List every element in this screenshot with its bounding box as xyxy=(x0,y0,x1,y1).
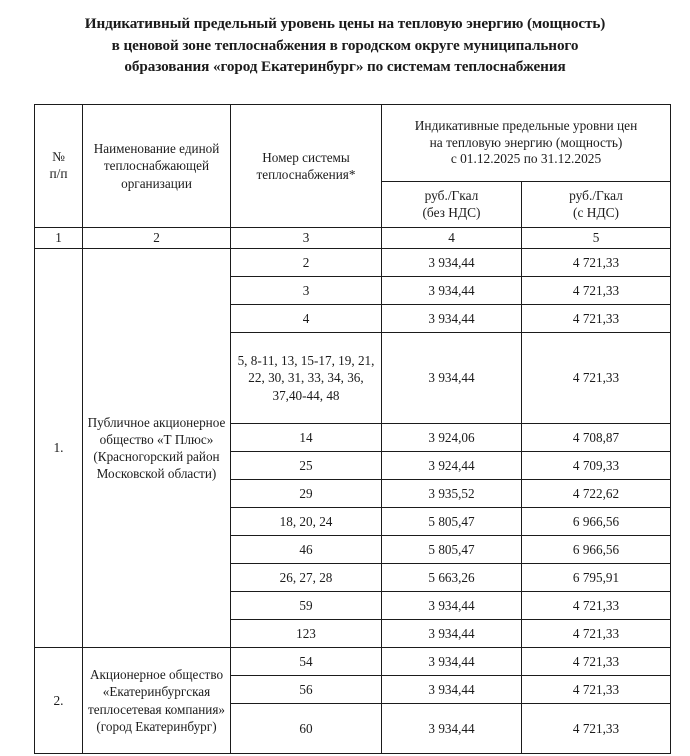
system-number-cell: 18, 20, 24 xyxy=(231,508,382,536)
table-body xyxy=(35,249,671,754)
system-number-cell: 56 xyxy=(231,676,382,704)
price-with-vat-cell: 4 722,62 xyxy=(522,480,671,508)
header-prices-line-1: Индикативные предельные уровни цен xyxy=(414,118,638,134)
system-number-cell: 29 xyxy=(231,480,382,508)
page-title xyxy=(25,0,665,78)
price-with-vat-cell: 4 721,33 xyxy=(522,277,671,305)
page-title-line-2: в ценовой зоне теплоснабжения в городском округе муниципального xyxy=(111,36,579,54)
system-number-cell: 123 xyxy=(231,620,382,648)
price-with-vat-cell: 4 708,87 xyxy=(522,424,671,452)
header-cell-index xyxy=(35,105,83,228)
header-index-line-1: № xyxy=(52,149,65,165)
price-with-vat-cell: 4 721,33 xyxy=(522,704,671,754)
price-table-container xyxy=(34,104,670,754)
price-with-vat-cell: 4 721,33 xyxy=(522,592,671,620)
system-number-cell: 25 xyxy=(231,452,382,480)
system-number-cell: 59 xyxy=(231,592,382,620)
price-no-vat-cell: 5 663,26 xyxy=(382,564,522,592)
organization-index: 1. xyxy=(35,249,83,648)
price-no-vat-cell: 3 934,44 xyxy=(382,249,522,277)
price-with-vat-cell: 6 966,56 xyxy=(522,508,671,536)
indicative-price-table xyxy=(34,104,671,754)
header-prices-line-3: с 01.12.2025 по 31.12.2025 xyxy=(450,151,602,167)
price-no-vat-cell: 3 935,52 xyxy=(382,480,522,508)
table-row xyxy=(35,249,671,277)
header-with-vat-line-2: (с НДС) xyxy=(573,204,619,220)
column-number-5: 5 xyxy=(522,228,671,249)
system-number-cell: 2 xyxy=(231,249,382,277)
header-cell-organization: Наименование единой теплоснабжающей организации xyxy=(83,105,231,228)
system-number-cell: 14 xyxy=(231,424,382,452)
price-with-vat-cell: 4 721,33 xyxy=(522,620,671,648)
price-with-vat-cell: 4 709,33 xyxy=(522,452,671,480)
page-title-line-1: Индикативный предельный уровень цены на тепловую энергию (мощность) xyxy=(84,15,606,32)
table-header-row-main xyxy=(35,105,671,182)
header-cell-price-no-vat xyxy=(382,182,522,228)
header-prices-line-2: на тепловую энергию (мощность) xyxy=(429,134,623,150)
header-cell-system-number: Номер системы теплоснабжения* xyxy=(231,105,382,228)
system-number-cell: 5, 8-11, 13, 15-17, 19, 21, 22, 30, 31, 33, 34, 36, 37,40-44, 48 xyxy=(231,333,382,424)
price-no-vat-cell: 3 934,44 xyxy=(382,277,522,305)
organization-name: Публичное акционерное общество «Т Плюс» (Красногорский район Московской области) xyxy=(83,249,231,648)
price-with-vat-cell: 6 966,56 xyxy=(522,536,671,564)
column-number-4: 4 xyxy=(382,228,522,249)
table-column-number-row xyxy=(35,228,671,249)
header-with-vat-line-1: руб./Гкал xyxy=(569,187,623,203)
price-no-vat-cell: 3 934,44 xyxy=(382,676,522,704)
organization-name: Акционерное общество «Екатеринбургская теплосетевая компания» (город Екатеринбург) xyxy=(83,648,231,754)
column-number-3: 3 xyxy=(231,228,382,249)
column-number-2: 2 xyxy=(83,228,231,249)
system-number-cell: 54 xyxy=(231,648,382,676)
header-cell-price-with-vat xyxy=(522,182,671,228)
price-with-vat-cell: 4 721,33 xyxy=(522,249,671,277)
price-no-vat-cell: 5 805,47 xyxy=(382,536,522,564)
price-with-vat-cell: 4 721,33 xyxy=(522,333,671,424)
system-number-cell: 3 xyxy=(231,277,382,305)
table-header xyxy=(35,105,671,249)
table-row xyxy=(35,648,671,676)
price-with-vat-cell: 4 721,33 xyxy=(522,305,671,333)
price-no-vat-cell: 5 805,47 xyxy=(382,508,522,536)
price-no-vat-cell: 3 934,44 xyxy=(382,648,522,676)
price-no-vat-cell: 3 934,44 xyxy=(382,333,522,424)
organization-index: 2. xyxy=(35,648,83,754)
price-with-vat-cell: 4 721,33 xyxy=(522,676,671,704)
header-no-vat-line-2: (без НДС) xyxy=(422,204,481,220)
price-no-vat-cell: 3 924,06 xyxy=(382,424,522,452)
system-number-cell: 4 xyxy=(231,305,382,333)
price-no-vat-cell: 3 934,44 xyxy=(382,620,522,648)
column-number-1: 1 xyxy=(35,228,83,249)
system-number-cell: 26, 27, 28 xyxy=(231,564,382,592)
header-cell-prices-group xyxy=(382,105,671,182)
price-with-vat-cell: 6 795,91 xyxy=(522,564,671,592)
price-no-vat-cell: 3 924,44 xyxy=(382,452,522,480)
system-number-cell: 46 xyxy=(231,536,382,564)
system-number-cell: 60 xyxy=(231,704,382,754)
header-index-line-2: п/п xyxy=(49,166,68,181)
price-no-vat-cell: 3 934,44 xyxy=(382,704,522,754)
price-with-vat-cell: 4 721,33 xyxy=(522,648,671,676)
price-no-vat-cell: 3 934,44 xyxy=(382,305,522,333)
price-no-vat-cell: 3 934,44 xyxy=(382,592,522,620)
header-no-vat-line-1: руб./Гкал xyxy=(424,187,479,203)
page-title-line-3: образования «город Екатеринбург» по системам теплоснабжения xyxy=(124,58,566,75)
